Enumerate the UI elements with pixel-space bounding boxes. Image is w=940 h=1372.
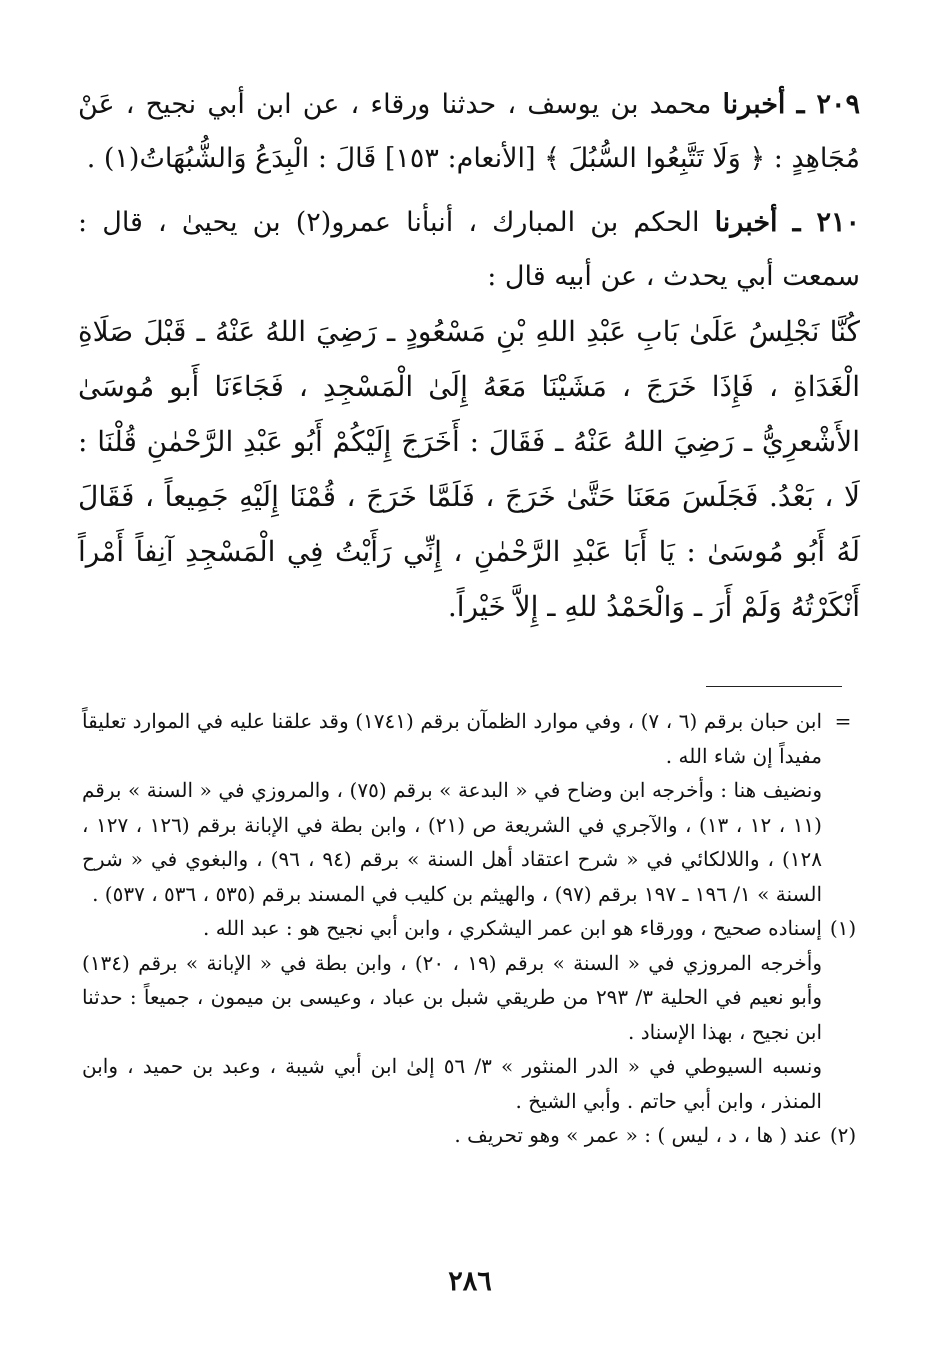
page-number: ٢٨٦ [448, 1266, 492, 1297]
footnote-marker: = [834, 709, 852, 733]
footnote-marker: (١) [829, 916, 857, 940]
footnote-1 [82, 911, 864, 1118]
footnote-2 [82, 1118, 864, 1153]
entry-number: ٢٠٩ ـ [796, 89, 860, 120]
hadith-text: كُنَّا نَجْلِسُ عَلَىٰ بَابِ عَبْدِ اللهِ بْنِ مَسْعُودٍ ـ رَضِيَ اللهُ عَنْهُ ـ قَبْلَ صَلَاةِ الْغَدَاةِ ، فَإِذَا خَرَجَ ، مَشَيْنَا مَعَهُ إِلَىٰ الْمَسْجِدِ ، فَجَاءَنَا أَبو مُوسَىٰ الأَشْعرِيُّ ـ رَضِيَ اللهُ عَنْهُ ـ فَقَالَ : أَخَرَجَ إِلَيْكُمْ أَبُو عَبْدِ الرَّحْمٰنِ قُلْنَا : لَا ، بَعْدُ. فَجَلَسَ مَعَنَا حَتَّىٰ خَرَجَ ، فَلَمَّا خَرَجَ ، قُمْنَا إِلَيْهِ جَمِيعاً ، فَقَالَ لَهُ أَبُو مُوسَىٰ : يَا أَبَا عَبْدِ الرَّحْمٰنِ ، إِنِّي رَأَيْتُ فِي الْمَسْجِدِ آنِفاً أَمْراً أَنْكَرْتُهُ وَلَمْ أَرَ ـ وَالْحَمْدُ للهِ ـ إِلاَّ خَيْراً. [78, 315, 860, 623]
footnote-paragraph: وأخرجه المروزي في « السنة » برقم (١٩ ، ٢٠) ، وابن بطة في « الإبانة » برقم (١٣٤) وأبو نعيم في الحلية ٣/ ٢٩٣ من طريقي شبل بن عباد ، وعيسى بن ميمون ، جميعاً : حدثنا ابن نجيح ، بهذا الإسناد . [82, 950, 822, 1044]
entry-209 [78, 78, 860, 186]
footnote-continuation [82, 704, 864, 911]
footnote-paragraph: ابن حبان برقم (٦ ، ٧) ، وفي موارد الظمآن برقم (١٧٤١) وقد علقنا عليه في الموارد تعليقاً مفيداً إن شاء الله . [82, 709, 823, 768]
footnote-paragraph: إسناده صحيح ، وورقاء هو ابن عمر اليشكري ، وابن أبي نجيح هو : عبد الله . [202, 916, 822, 940]
footnote-body [82, 704, 822, 911]
footnote-paragraph: ونسبه السيوطي في « الدر المنثور » ٣/ ٥٦ إلىٰ ابن أبي شيبة ، وعبد بن حميد ، وابن المنذر ، وابن أبي حاتم . وأبي الشيخ . [82, 1054, 822, 1113]
entry-210 [78, 196, 860, 304]
entry-lead: أخبرنا [714, 207, 778, 238]
footnotes [82, 704, 864, 1153]
footnote-paragraph: ونضيف هنا : وأخرجه ابن وضاح في « البدعة » برقم (٧٥) ، والمروزي في « السنة » برقم (١١ ، ١٢ ، ١٣) ، والآجري في الشريعة ص (٢١) ، وابن بطة في الإبانة برقم (١٢٦ ، ١٢٧ ، ١٢٨) ، واللالكائي في « شرح اعتقاد أهل السنة » برقم (٩٤ ، ٩٦) ، والبغوي في « شرح السنة » ١/ ١٩٦ ـ ١٩٧ برقم (٩٧) ، والهيثم بن كليب في المسند برقم (٥٣٥ ، ٥٣٦ ، ٥٣٧) . [82, 778, 822, 906]
entry-text: محمد بن يوسف ، حدثنا ورقاء ، عن ابن أبي نجيح ، عَنْ مُجَاهِدٍ : ﴿ وَلَا تَتَّبِعُوا السُّبُلَ ﴾ [الأنعام: ١٥٣] قَالَ : الْبِدَعُ وَالشُّبُهَاتُ(١) . [78, 89, 860, 174]
footnote-separator [706, 686, 842, 687]
footnote-paragraph: عند ( ها ، د ، ليس ) : « عمر » وهو تحريف . [454, 1123, 822, 1147]
entry-number: ٢١٠ ـ [792, 207, 861, 238]
footnote-body [82, 911, 822, 1118]
main-text [78, 78, 860, 634]
footnote-body [82, 1118, 822, 1153]
entry-lead: أخبرنا [722, 89, 786, 120]
entry-text: الحكم بن المبارك ، أنبأنا عمرو(٢) بن يحيىٰ ، قال : سمعت أبي يحدث ، عن أبيه قال : [78, 207, 860, 292]
footnote-marker: (٢) [829, 1123, 857, 1147]
